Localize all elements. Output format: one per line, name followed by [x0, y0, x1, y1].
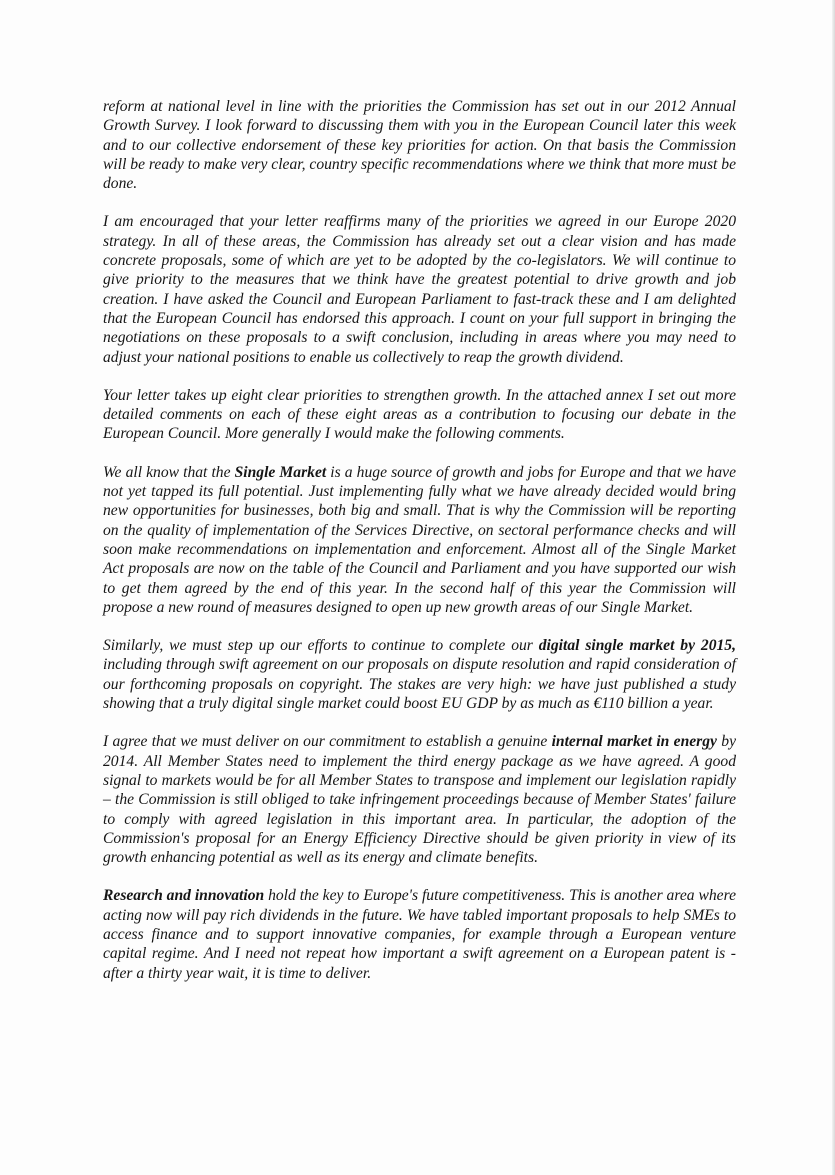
paragraph [103, 463, 736, 617]
paragraph-text: is a huge source of growth and jobs for Europe and that we have not yet tapped its full potential. Just implementing fully what we have already decided would bring new opportunities for businesses, both big and small. That is why the Commission will be reporting on the quality of implementation of the Services Directive, on sectoral performance checks and will soon make recommendations on implementation and enforcement. Almost all of the Single Market Act proposals are now on the table of the Council and Parliament and you have supported our wish to get them agreed by the end of this year. In the second half of this year the Commission will propose a new round of measures designed to open up new growth areas of our Single Market. [103, 463, 736, 616]
bold-term: internal market in energy [551, 733, 717, 751]
bold-term: Research and innovation [103, 887, 265, 905]
paragraph-text: including through swift agreement on our proposals on dispute resolution and rapid consideration of our forthcoming proposals on copyright. The stakes are very high: we have just published a study showing that a truly digital single market could boost EU GDP by as much as €110 billion a year. [103, 656, 736, 713]
bold-term: Single Market [234, 463, 327, 481]
paragraph-text: hold the key to Europe's future competitiveness. This is another area where acting now will pay rich dividends in the future. We have tabled important proposals to help SMEs to access finance and to support innovative companies, for example through a European venture capital regime. And I need not repeat how important a swift agreement on a European patent is - after a thirty year wait, it is time to deliver. [103, 887, 736, 982]
paragraph [103, 97, 736, 193]
paragraph [103, 886, 736, 982]
bold-term: digital single market by 2015, [538, 637, 736, 655]
paragraph-text: Your letter takes up eight clear priorities to strengthen growth. In the attached annex I set out more detailed comments on each of these eight areas as a contribution to focusing our debate in the European Council. More generally I would make the following comments. [103, 386, 736, 443]
paragraph [103, 386, 736, 444]
letter-body [103, 97, 736, 1002]
paragraph-text: I am encouraged that your letter reaffirms many of the priorities we agreed in our Europe 2020 strategy. In all of these areas, the Commission has already set out a clear vision and has made concrete proposals, some of which are yet to be adopted by the co-legislators. We will continue to give priority to the measures that we think have the greatest potential to drive growth and job creation. I have asked the Council and European Parliament to fast-track these and I am delighted that the European Council has endorsed this approach. I count on your full support in bringing the negotiations on these proposals to a swift conclusion, including in areas where you may need to adjust your national positions to enable us collectively to reap the growth dividend. [103, 213, 736, 366]
paragraph-text: reform at national level in line with the priorities the Commission has set out in our 2012 Annual Growth Survey. I look forward to discussing them with you in the European Council later this week and to our collective endorsement of these key priorities for action. On that basis the Commission will be ready to make very clear, country specific recommendations where we think that more must be done. [103, 98, 736, 193]
paragraph [103, 636, 736, 713]
paragraph-text: Similarly, we must step up our efforts to continue to complete our [103, 637, 539, 655]
paragraph-text: I agree that we must deliver on our commitment to establish a genuine [103, 733, 552, 751]
paragraph-text: by 2014. All Member States need to implement the third energy package as we have agreed. A good signal to markets would be for all Member States to transpose and implement our legislation rapidly – the Commission is still obliged to take infringement proceedings because of Member States' failure to comply with agreed legislation in this important area. In particular, the adoption of the Commission's proposal for an Energy Efficiency Directive should be given priority in view of its growth enhancing potential as well as its energy and climate benefits. [103, 733, 736, 867]
paragraph [103, 732, 736, 867]
paragraph-text: We all know that the [103, 463, 235, 481]
paragraph [103, 212, 736, 366]
